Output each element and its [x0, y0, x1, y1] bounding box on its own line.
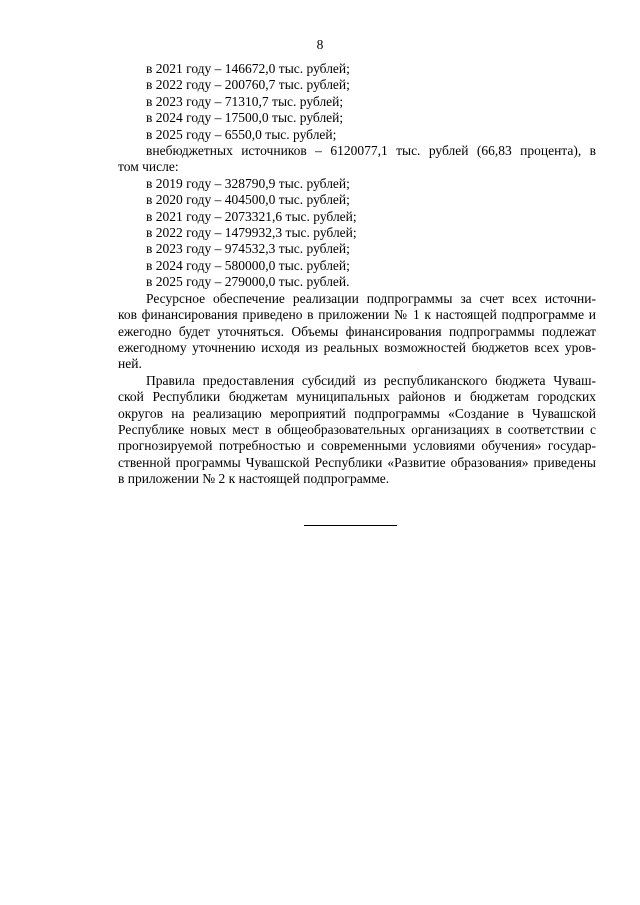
resources-line: ежегодному уточнению исходя из реальных возможностей бюджетов всех уров-: [118, 339, 596, 355]
resources-paragraph: [118, 291, 596, 373]
end-divider-line: [304, 525, 397, 526]
extrabudget-line-2: том числе:: [118, 159, 179, 175]
budget-year-2021: в 2021 году – 146672,0 тыс. рублей;: [146, 61, 350, 76]
budget-year-2023: в 2023 году – 71310,7 тыс. рублей;: [146, 93, 344, 109]
rules-line: прогнозируемой потребностью и современными условиями обучения» государ-: [118, 438, 596, 454]
extrabudget-year-2020: в 2020 году – 404500,0 тыс. рублей;: [146, 192, 350, 208]
budget-years-list: [118, 61, 596, 143]
extrabudget-year-2021: в 2021 году – 2073321,6 тыс. рублей;: [146, 208, 357, 224]
resources-line: ней.: [118, 356, 142, 372]
extrabudget-year-2019: в 2019 году – 328790,9 тыс. рублей;: [146, 175, 350, 191]
resources-line: Ресурсное обеспечение реализации подпрограммы за счет всех источни-: [146, 290, 596, 306]
rules-line: Республике новых мест в общеобразовательных организациях в соответствии с: [118, 421, 596, 437]
extrabudget-total: [118, 143, 596, 176]
rules-paragraph: [118, 373, 596, 488]
rules-line: в приложении № 2 к настоящей подпрограмме.: [118, 471, 390, 487]
extrabudget-years-list: [118, 176, 596, 291]
budget-year-2022: в 2022 году – 200760,7 тыс. рублей;: [146, 77, 350, 93]
rules-line: ственной программы Чувашской Республики «Развитие образования» приведены: [118, 454, 596, 470]
extrabudget-year-2024: в 2024 году – 580000,0 тыс. рублей;: [146, 257, 350, 273]
rules-line: ской Республики бюджетам муниципальных районов и бюджетам городских: [118, 389, 596, 405]
page-number: 8: [316, 37, 324, 52]
budget-year-2025: в 2025 году – 6550,0 тыс. рублей;: [146, 126, 337, 142]
extrabudget-year-2023: в 2023 году – 974532,3 тыс. рублей;: [146, 241, 350, 257]
extrabudget-year-2022: в 2022 году – 1479932,3 тыс. рублей;: [146, 225, 357, 241]
rules-line: округов на реализацию мероприятий подпрограммы «Создание в Чувашской: [118, 405, 596, 421]
extrabudget-line-1: внебюджетных источников – 6120077,1 тыс. рублей (66,83 процента), в: [146, 143, 596, 159]
extrabudget-year-2025: в 2025 году – 279000,0 тыс. рублей.: [146, 274, 350, 290]
resources-line: ков финансирования приведено в приложении № 1 к настоящей подпрограмме и: [118, 307, 596, 323]
document-body: [118, 61, 596, 488]
budget-year-2024: в 2024 году – 17500,0 тыс. рублей;: [146, 110, 344, 126]
resources-line: ежегодно будет уточняться. Объемы финансирования подпрограммы подлежат: [118, 323, 596, 339]
rules-line: Правила предоставления субсидий из республиканского бюджета Чуваш-: [146, 372, 596, 388]
